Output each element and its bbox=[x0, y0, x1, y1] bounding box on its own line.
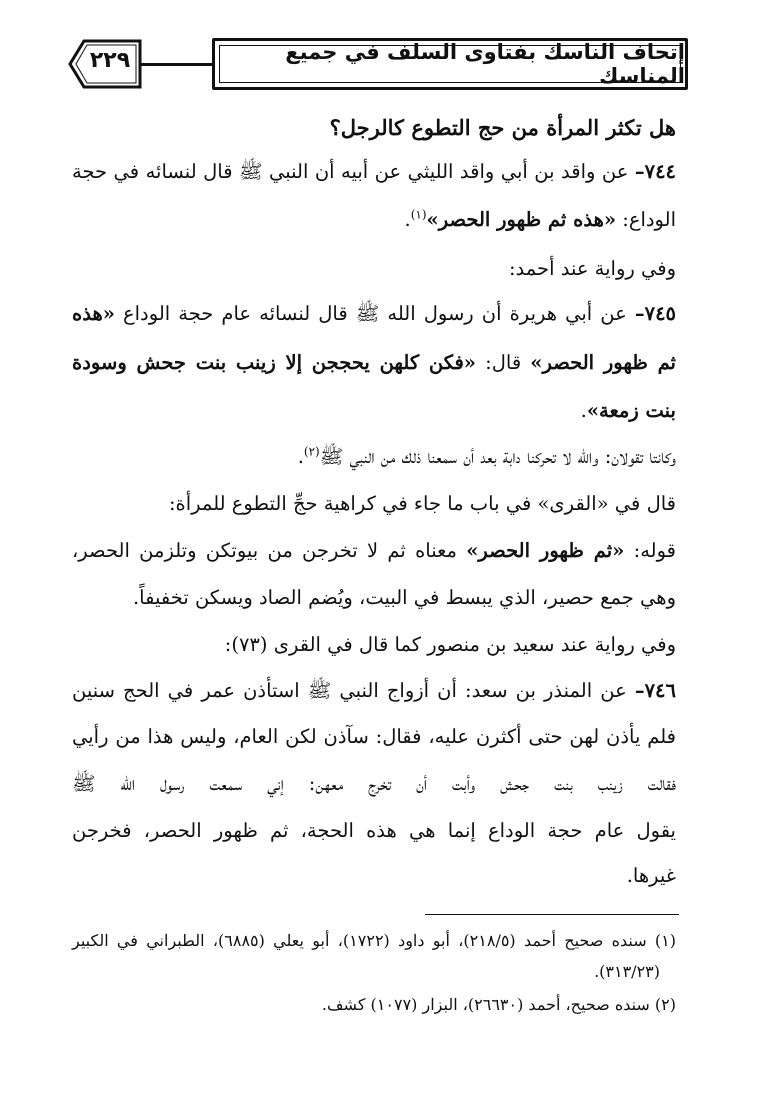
text-segment: معناه ثم لا تخرجن من بيوتكن وتلزمن الحصر، bbox=[72, 539, 467, 562]
footnote-2: (٢) سنده صحيح، أحمد (٢٦٦٣٠)، البزار (١٠٧٧) كشف. bbox=[321, 995, 676, 1014]
hadith-number: ٧٤٦– bbox=[634, 679, 676, 702]
narration-note: وفي رواية عند أحمد: bbox=[508, 257, 676, 280]
running-header bbox=[212, 38, 688, 90]
quoted-text: ثم ظهور الحصر» bbox=[530, 351, 676, 374]
hadith-746-line-4: يقول عام حجة الوداع إنما هي هذه الحجة، ثم ظهور الحصر، فخرجن bbox=[72, 819, 676, 842]
footnote-ref-1: (١) bbox=[410, 207, 427, 222]
quoted-text: بنت زمعة» bbox=[586, 399, 676, 422]
hadith-number: ٧٤٤– bbox=[634, 160, 677, 183]
quoted-text: «هذه ثم ظهور الحصر» bbox=[426, 208, 617, 231]
quoted-text: «هذه bbox=[72, 302, 115, 325]
quoted-text: «ثم ظهور الحصر» bbox=[466, 539, 625, 562]
hadith-746-line-3: فقالت زينب بنت جحش وأبت أن تخرج معهن: إني سمعت رسول الله ﷺ bbox=[72, 772, 676, 795]
header-connector-line bbox=[140, 63, 212, 66]
text-segment: . bbox=[404, 208, 411, 231]
footnote-ref-2: (٢) bbox=[303, 444, 320, 459]
section-heading: هل تكثر المرأة من حج التطوع كالرجل؟ bbox=[329, 115, 676, 140]
page-number-badge bbox=[68, 38, 144, 90]
text-segment: . bbox=[297, 445, 304, 468]
hadith-text: وكانتا تقولان: والله لا تحركنا دابة بعد أن سمعنا ذلك من النبي ﷺ bbox=[319, 445, 676, 468]
text-segment: الوداع: bbox=[616, 208, 676, 231]
hadith-text: عن واقد بن أبي واقد الليثي عن أبيه أن النبي ﷺ قال لنسائه في حجة bbox=[72, 160, 629, 183]
commentary-line-3: وهي جمع حصير، الذي يبسط في البيت، ويُضم الصاد ويسكن تخفيفاً. bbox=[132, 586, 676, 609]
hadith-text: عن المنذر بن سعد: أن أزواج النبي ﷺ استأذن عمر في الحج سنين bbox=[72, 679, 627, 702]
hadith-746-line-2: فلم يأذن لهن حتى أكثرن عليه، فقال: سآذن لكن العام، وليس هذا من رأيي bbox=[72, 725, 676, 748]
commentary-line-1: قال في «القرى» في باب ما جاء في كراهية حجِّ التطوع للمرأة: bbox=[168, 492, 676, 515]
page-number: ٢٢٩ bbox=[89, 48, 131, 73]
hadith-744-line-1 bbox=[72, 158, 676, 186]
hadith-number: ٧٤٥– bbox=[634, 302, 677, 325]
hadith-745-line-2 bbox=[72, 349, 676, 377]
quoted-text: «فكن كلهن يحججن إلا زينب بنت جحش وسودة bbox=[72, 351, 476, 374]
hadith-745-line-1 bbox=[72, 300, 676, 328]
hadith-746-line-5: غيرها. bbox=[626, 864, 676, 887]
hadith-746-line-1 bbox=[72, 677, 676, 705]
hadith-745-line-4 bbox=[298, 443, 676, 471]
commentary-line-2 bbox=[72, 537, 676, 565]
hadith-745-line-3 bbox=[581, 397, 676, 425]
footnote-divider bbox=[425, 914, 679, 915]
text-segment: قال: bbox=[476, 351, 531, 374]
book-title: إتحاف الناسك بفتاوى السلف في جميع المناسك bbox=[285, 40, 685, 88]
text-segment: . bbox=[580, 399, 587, 422]
hadith-text: عن أبي هريرة أن رسول الله ﷺ قال لنسائه عام حجة الوداع bbox=[114, 302, 627, 325]
narration-note-2: وفي رواية عند سعيد بن منصور كما قال في القرى (٧٣): bbox=[224, 633, 676, 656]
footnote-1: (١) سنده صحيح أحمد (٢١٨/٥)، أبو داود (١٧٢٢)، أبو يعلي (٦٨٨٥)، الطبراني في الكبير bbox=[72, 931, 677, 950]
hadith-744-line-2 bbox=[405, 206, 676, 234]
footnote-1-cont: (٣١٣/٢٣). bbox=[594, 962, 660, 981]
text-segment: قوله: bbox=[624, 539, 676, 562]
